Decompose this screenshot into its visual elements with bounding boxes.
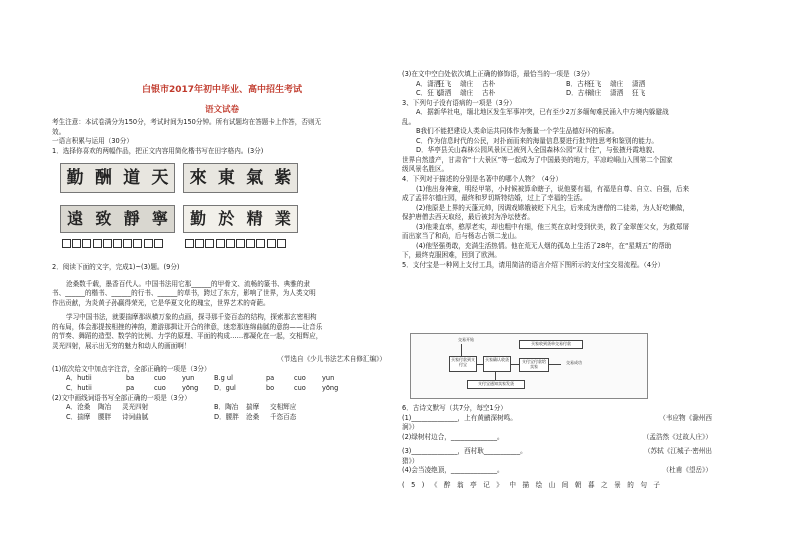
passage-line: 作出贡献，为炎黄子孙赢得荣光，它是华夏文化的瑰宝，世界艺术的奇葩。 xyxy=(52,298,270,307)
option-row: C．揣摩 腰胖 诗词曲腻 D．腰胖 沧桑 千恣百态 xyxy=(66,412,297,421)
poem-source: （苏轼《江城子·密州出 xyxy=(643,447,712,456)
option-d-cont: 世界自然遗产，甘肃省“十大景区”等一起成为了中国最美的地方，平凉崆峒山入围第二个国家 xyxy=(402,155,673,164)
calligraphy-char: 於 xyxy=(218,209,235,229)
instruction-line: 考生注意：本试卷满分为150分，考试时间为150分钟。所有试题均在答题卡上作答，否则无 xyxy=(52,118,322,126)
poem-blank-4[interactable]: (4)会当凌绝顶，______________。 xyxy=(402,466,504,475)
poem-line xyxy=(402,433,740,443)
calligraphy-char: 天 xyxy=(151,167,169,188)
calligraphy-char: 遠 xyxy=(67,209,84,229)
calligraphy-char: 業 xyxy=(274,209,291,229)
option-b[interactable]: B．古朴 xyxy=(566,79,591,88)
option-c[interactable]: C．hutii xyxy=(66,384,92,393)
alipay-flow-diagram xyxy=(410,333,648,399)
exam-subtitle: 语文试卷 xyxy=(204,105,239,115)
calligraphy-panel-3 xyxy=(60,205,175,233)
flow-confirm: 买家确认收货 xyxy=(483,356,511,372)
option-row: A．潇洒 狂飞 端庄 古朴 B．古朴 狂飞 端庄 潇洒 xyxy=(416,79,646,88)
calligraphy-char: 來 xyxy=(189,167,207,188)
question-4-item-cont: 下，最终克服困难，回到了欧洲。 xyxy=(402,251,501,260)
passage-line: 学习中国书法，就要揣摩那纵横万象的点画，探寻那千姿百态的结构，探索那玄密相构 xyxy=(66,313,317,322)
option-c[interactable]: C．揣摩 xyxy=(66,412,91,421)
option-b[interactable]: B我们不能把建设人类命运共同体作为衡量一个学生品德好坏的标准。 xyxy=(416,127,619,136)
calligraphy-char: 勤 xyxy=(190,209,207,229)
question-6-stem: 6．古诗文默写（共7分，每空1分） xyxy=(402,404,507,412)
calligraphy-char: 勤 xyxy=(66,167,84,188)
poem-source-cont: 猎》） xyxy=(402,456,419,465)
calligraphy-char: 東 xyxy=(217,167,235,188)
calligraphy-char: 道 xyxy=(123,167,141,188)
question-4-stem: 4．下列对于描述的分别是名著中的哪个人物？（4分） xyxy=(402,175,563,184)
question-1-stem: 1．选择你喜欢的两幅作品，把正文内容用简化楷书写在田字格内。(3分) xyxy=(52,146,264,155)
calligraphy-char: 致 xyxy=(95,209,112,229)
option-d-cont: 级风景名胜区。 xyxy=(402,165,449,174)
sub-question-2: (2)文中画线词语书写全部正确的一项是（3分） xyxy=(52,393,191,402)
option-d[interactable]: D．华亭县关山森林公园风景区已被列入全国森林公园“双十佳”，与张掖丹霞地貌、 xyxy=(416,146,659,155)
option-row: C．hutii pa cuo yōng D．gul bo cuo yōng xyxy=(66,384,339,393)
poem-source: （杜甫《望岳》） xyxy=(662,466,712,475)
question-4-item: (2)他原是上界的天蓬元帅，因调戏嫦娥被贬下凡尘，后来成为唐僧的二徒弟，为人好吃懒做， xyxy=(416,203,690,212)
question-6 xyxy=(402,404,740,490)
sub-question-3: (3)在文中空白处依次填上正确的修饰语，最恰当的一项是（3分） xyxy=(402,70,594,78)
flow-line xyxy=(495,372,496,380)
option-d[interactable]: D．gul xyxy=(214,384,236,393)
flow-release: 支付宝付款给卖家 xyxy=(519,358,549,372)
poem-blank-3[interactable]: (3)______________，西村耿___________。 xyxy=(402,447,527,456)
question-4-item-cont: 成了孟祥尔德庄园，最终和罗切斯特结婚，过上了幸福的生活。 xyxy=(402,194,587,203)
poem-line xyxy=(402,466,740,476)
passage-line: 沧桑数千载，墨香百代人。中国书法用它那______的甲骨文、流畅的篆书、典雅的隶 xyxy=(66,279,310,288)
calligraphy-char: 精 xyxy=(246,209,263,229)
passage-line: 的节奏、舞蹈的造型、数学的比例、力学的原理、平面的构成……都凝化在一起，交相辉应， xyxy=(52,332,323,341)
flow-arrow xyxy=(549,364,561,365)
flow-done: 交易成功 xyxy=(566,360,582,365)
passage-source: （节选自《少儿书法艺术自修汇编》） xyxy=(277,355,386,364)
question-3-stem: 3、下列句子没有语病的一项是（3分） xyxy=(402,98,516,107)
poem-blank-5[interactable]: (5)《醉翁亭记》中描绘山间朝暮之景的句子 xyxy=(402,480,667,489)
option-c[interactable]: C．狂飞 xyxy=(416,89,441,98)
option-c[interactable]: C．作为信息时代的公民，对扑面而来的海量信息要进行批判性思考和鉴别的能力。 xyxy=(416,136,658,145)
poem-source: （孟浩然《过故人庄》） xyxy=(642,432,712,441)
question-4-item: (3)他秉直率，憨厚老实，却也粗中有细，他三英在京时受到伏美，救了金翠莲父女，为救郑屠 xyxy=(416,222,690,231)
option-b[interactable]: B.g ul xyxy=(214,374,233,383)
passage-line: 灵光四射，展示出无穷的魅力和动人的画面啊！ xyxy=(52,341,191,350)
option-a[interactable]: A．沧桑 xyxy=(66,403,91,412)
flow-notify: 支付宝通知卖家发货 xyxy=(467,380,525,389)
sub-question-1: (1)依次给文中加点字注音，全部正确的一项是（3分） xyxy=(52,364,211,373)
question-4-item: (4)他坚强勇敢，充满生活热情。他在荒无人烟的孤岛上生活了28年，在“星期五”的帮助 xyxy=(416,241,672,250)
calligraphy-char: 酬 xyxy=(94,167,112,188)
poem-line xyxy=(402,414,740,424)
option-row: C．狂飞 潇洒 端庄 古朴 D．古朴 端庄 潇洒 狂飞 xyxy=(416,89,646,98)
calligraphy-char: 紫 xyxy=(274,167,292,188)
poem-blank-2[interactable]: (2)绿树村边合，______________。 xyxy=(402,432,504,441)
calligraphy-panel-2 xyxy=(183,163,298,193)
instructions xyxy=(52,118,392,156)
poem-source-cont: 涧》） xyxy=(402,423,419,432)
question-5-stem: 5．支付宝是一种网上支付工具，请用简洁的语言介绍下图所示的支付宝交易流程。（4分） xyxy=(402,260,665,269)
question-2 xyxy=(52,263,392,422)
question-2-stem: 2．阅读下面的文字，完成1)~(3)题。(9分) xyxy=(52,263,180,271)
instruction-line: 效。 xyxy=(52,127,66,136)
writing-grid-2[interactable] xyxy=(185,239,287,248)
question-4-item: (1)他出身神童，明经甲第，小时候被算命瞎子，说他要有福，有福是自尊、自立、自强，后来 xyxy=(416,184,690,193)
writing-grid-1[interactable] xyxy=(62,239,164,248)
option-a-cont: 乱。 xyxy=(402,117,416,126)
option-a[interactable]: A．潇洒 xyxy=(416,79,441,88)
option-d[interactable]: D．腰胖 xyxy=(214,412,239,421)
option-d[interactable]: D．古朴 xyxy=(566,89,591,98)
flow-line xyxy=(461,344,462,356)
flow-start: 交易开始 xyxy=(458,337,474,342)
calligraphy-char: 氣 xyxy=(246,167,264,188)
poem-blank-1[interactable]: (1)______________，上有黄鹂深树鸣。 xyxy=(402,413,517,422)
flow-arrow xyxy=(477,364,483,365)
calligraphy-char: 寧 xyxy=(151,209,168,229)
exam-title: 白银市2017年初中毕业、高中招生考试 xyxy=(141,85,303,95)
calligraphy-char: 靜 xyxy=(123,209,140,229)
option-a[interactable]: A．据新华社电，缅北地区发生军事冲突，已有至少2万多缅甸难民涌入中方境内躲避战 xyxy=(416,108,669,117)
option-b[interactable]: B．陶冶 xyxy=(214,403,239,412)
calligraphy-panel-1 xyxy=(60,163,175,193)
option-row: A．hutii ba cuo yun B.g ul pa cuo yun xyxy=(66,374,335,383)
left-column xyxy=(52,0,392,560)
question-4-item-cont: 而出家当了和尚，后与杨志占领二龙山。 xyxy=(402,232,521,241)
section-heading: 一语言积累与运用（30分） xyxy=(52,137,133,146)
right-top-block xyxy=(402,70,740,270)
flow-seller-ship: 买家付款到支付宝 xyxy=(449,356,477,372)
question-4-item-cont: 保护唐僧去西天取经，最后被封为净坛使者。 xyxy=(402,213,534,222)
flow-buyer-pay: 买家收到货单交易付款 xyxy=(519,340,583,349)
passage-line: 书、______的楷书、______的行书、______的草书，跨过了东方，影响了世界，为人类文明 xyxy=(52,289,316,298)
poem-source: （韦应物《滁州西 xyxy=(659,413,712,422)
option-row: A．沧桑 陶冶 灵光四射 B．陶冶 揣摩 交相辉应 xyxy=(66,403,297,412)
option-a[interactable]: A．hutii xyxy=(66,374,92,383)
passage-line: 的布局，体会那提按相挫的神韵，邀游那揖让开合的律意，迷恋那连绵曲腻的意韵——让音乐 xyxy=(52,322,323,331)
calligraphy-panel-4 xyxy=(183,205,298,233)
flow-arrow xyxy=(511,364,519,365)
right-column xyxy=(402,0,740,560)
poem-line xyxy=(402,447,740,457)
